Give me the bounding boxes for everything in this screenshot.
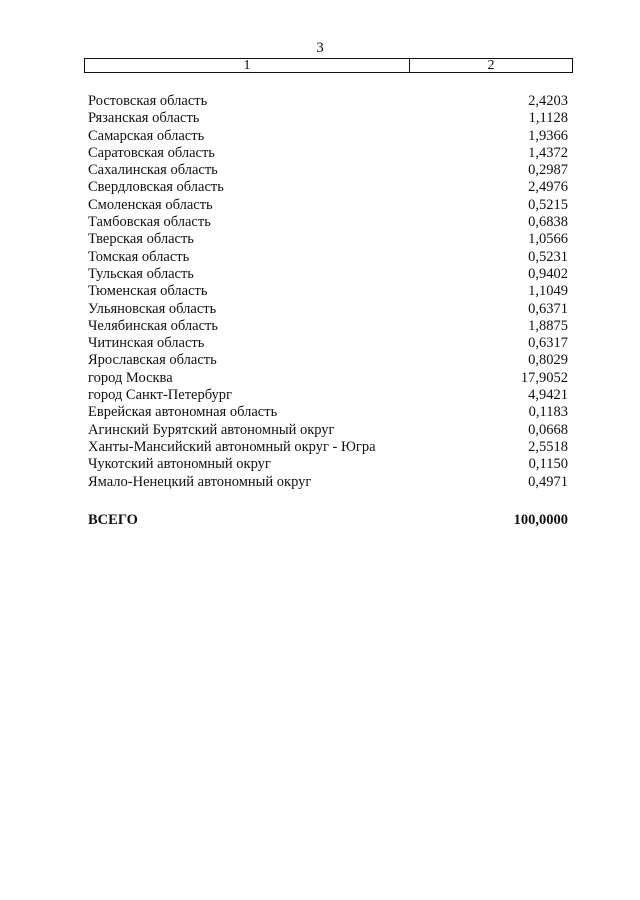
region-name: Свердловская область <box>88 179 224 196</box>
region-value: 2,5518 <box>528 438 568 455</box>
table-row <box>88 439 568 456</box>
region-value: 0,1183 <box>528 404 568 421</box>
table-row <box>88 145 568 162</box>
region-value: 0,2987 <box>528 162 568 179</box>
region-value: 0,8029 <box>528 352 568 369</box>
table-row <box>88 387 568 404</box>
region-name: Рязанская область <box>88 110 200 127</box>
region-name: Томская область <box>88 248 190 265</box>
region-value: 1,8875 <box>528 317 568 334</box>
table-row <box>88 162 568 179</box>
region-value: 0,5231 <box>528 248 568 265</box>
table-row <box>88 110 568 127</box>
total-row <box>88 512 568 529</box>
region-name: Тамбовская область <box>88 214 211 231</box>
region-value: 0,6371 <box>528 300 568 317</box>
region-value: 0,1150 <box>528 456 568 473</box>
table-row <box>88 93 568 110</box>
table-row <box>88 266 568 283</box>
table-header <box>84 58 573 73</box>
region-name: Тверская область <box>88 231 194 248</box>
region-name: Саратовская область <box>88 144 215 161</box>
region-name: Челябинская область <box>88 317 218 334</box>
table-row <box>88 318 568 335</box>
region-value: 0,0668 <box>528 421 568 438</box>
region-value: 0,6838 <box>528 214 568 231</box>
table-row <box>88 214 568 231</box>
region-name: Читинская область <box>88 335 205 352</box>
table-row <box>88 352 568 369</box>
region-value: 1,1049 <box>528 283 568 300</box>
region-value: 4,9421 <box>528 387 568 404</box>
region-name: Ульяновская область <box>88 300 217 317</box>
region-name: Ханты-Мансийский автономный округ - Югра <box>88 438 376 455</box>
region-name: Ямало-Ненецкий автономный округ <box>88 473 312 490</box>
table-row <box>88 370 568 387</box>
region-name: Еврейская автономная область <box>88 404 278 421</box>
region-name: Сахалинская область <box>88 162 218 179</box>
region-name: Тюменская область <box>88 283 208 300</box>
table-row <box>88 301 568 318</box>
table-row <box>88 197 568 214</box>
total-label: ВСЕГО <box>88 512 138 528</box>
table-row <box>88 456 568 473</box>
region-value: 17,9052 <box>520 369 568 386</box>
region-name: Ярославская область <box>88 352 217 369</box>
region-name: Самарская область <box>88 127 205 144</box>
table-row <box>88 128 568 145</box>
region-name: Смоленская область <box>88 196 213 213</box>
region-name: Чукотский автономный округ <box>88 456 271 473</box>
region-value: 2,4203 <box>528 93 568 109</box>
region-name: Агинский Бурятский автономный округ <box>88 421 335 438</box>
page-number: 3 <box>316 40 324 56</box>
region-value: 1,4372 <box>528 144 568 161</box>
region-value: 1,1128 <box>528 110 568 127</box>
column-header-2: 2 <box>487 58 495 73</box>
region-value: 0,4971 <box>528 473 568 490</box>
table-row <box>88 404 568 421</box>
region-name: Тульская область <box>88 265 194 282</box>
table-row <box>88 249 568 266</box>
table-body <box>88 93 568 491</box>
region-value: 0,9402 <box>528 265 568 282</box>
region-name: Ростовская область <box>88 93 208 109</box>
table-row <box>88 283 568 300</box>
table-row <box>88 335 568 352</box>
region-value: 0,5215 <box>528 196 568 213</box>
table-row <box>88 422 568 439</box>
region-value: 1,0566 <box>528 231 568 248</box>
table-row <box>88 179 568 196</box>
region-value: 1,9366 <box>528 127 568 144</box>
region-value: 0,6317 <box>528 335 568 352</box>
region-name: город Санкт-Петербург <box>88 387 233 404</box>
column-header-1: 1 <box>85 59 410 72</box>
total-value: 100,0000 <box>513 512 568 528</box>
table-row <box>88 231 568 248</box>
region-value: 2,4976 <box>528 179 568 196</box>
table-row <box>88 474 568 491</box>
region-name: город Москва <box>88 369 173 386</box>
